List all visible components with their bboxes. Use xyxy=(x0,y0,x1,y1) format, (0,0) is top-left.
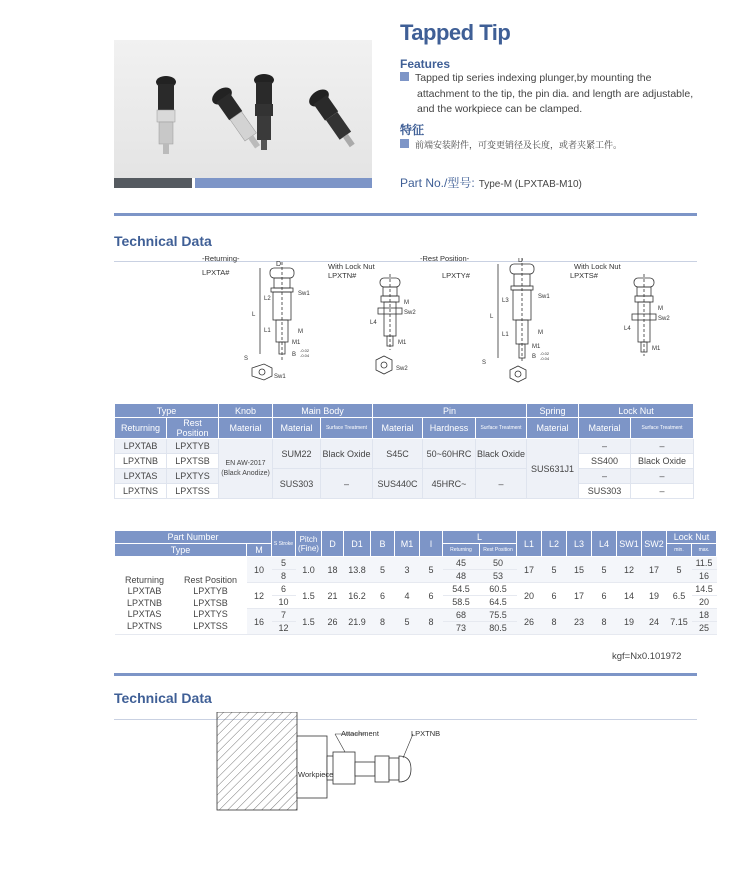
application-drawing xyxy=(215,712,475,812)
divider xyxy=(114,213,697,216)
part-number: Part No./型号: Type-M (LPXTAB-M10) xyxy=(400,176,582,190)
svg-text:L: L xyxy=(252,312,256,318)
label-attachment: Attachment xyxy=(341,729,379,738)
photo-bar-dark xyxy=(114,178,192,188)
table-row: LPXTNB LPXTSB SS400 Black Oxide xyxy=(115,454,694,469)
svg-text:L2: L2 xyxy=(264,296,271,302)
svg-text:-0.02: -0.02 xyxy=(300,348,310,353)
material-table xyxy=(114,403,694,499)
svg-text:Sw2: Sw2 xyxy=(396,366,408,372)
sub-header: Material xyxy=(273,418,321,439)
drawing-lpxtn xyxy=(350,274,430,384)
header-part-number: Part Number xyxy=(115,531,272,544)
plunger-photo-3 xyxy=(254,74,274,150)
svg-text:M: M xyxy=(658,306,663,312)
header-spring: Spring xyxy=(527,404,579,418)
svg-text:M: M xyxy=(538,330,543,336)
dimension-table xyxy=(114,530,717,635)
svg-text:S: S xyxy=(482,360,487,366)
svg-text:Sw2: Sw2 xyxy=(404,310,416,316)
svg-text:L: L xyxy=(490,314,494,320)
table-row: 16 7 1.5 26 21.9 8 5 8 68 75.5 26 8 23 8 19 24 7.15 18 xyxy=(115,609,717,622)
header-knob: Knob xyxy=(219,404,273,418)
header-l3: L3 xyxy=(567,531,592,557)
header-lock-nut: Lock Nut xyxy=(667,531,717,544)
svg-text:L3: L3 xyxy=(502,298,509,304)
sub-header: Surface Treatment xyxy=(631,418,694,439)
header-m: M xyxy=(247,544,272,557)
sub-header: Returning xyxy=(115,418,167,439)
drawing-lpxty xyxy=(470,258,560,388)
header-l2: L2 xyxy=(542,531,567,557)
svg-text:-0.02: -0.02 xyxy=(540,351,550,356)
header-m1: M1 xyxy=(395,531,420,557)
svg-text:L4: L4 xyxy=(624,326,631,332)
table-row: LPXTAS LPXTYS SUS303 – SUS440C 45HRC~ – – – xyxy=(115,469,694,484)
sub-header: Material xyxy=(527,418,579,439)
sub-header: Material xyxy=(373,418,423,439)
header-d1: D1 xyxy=(344,531,371,557)
table-row: 12 73 80.5 25 xyxy=(115,622,717,635)
sub-header: Material xyxy=(219,418,273,439)
cn-features-text: 前端安装附件，可变更销径及长度，或者夹紧工件。 xyxy=(400,138,622,151)
header-s-stroke: S Stroke xyxy=(272,531,296,557)
plunger-photo-1 xyxy=(156,76,176,154)
svg-text:L1: L1 xyxy=(264,328,271,334)
bullet-square-icon xyxy=(400,72,409,81)
header-rest-position: Rest Position xyxy=(480,544,517,557)
svg-text:Sw2: Sw2 xyxy=(658,316,670,322)
header-lock-nut: Lock Nut xyxy=(579,404,694,418)
header-type: Type xyxy=(115,404,219,418)
features-heading: Features xyxy=(400,57,451,71)
drawing-lpxta xyxy=(240,260,320,390)
header-b: B xyxy=(371,531,395,557)
page-title: Tapped Tip xyxy=(400,20,511,45)
section-title-technical-data: Technical Data xyxy=(114,233,212,249)
svg-text:Sw1: Sw1 xyxy=(274,374,286,380)
svg-text:L1: L1 xyxy=(502,332,509,338)
header-sw1: SW1 xyxy=(617,531,642,557)
svg-text:M1: M1 xyxy=(532,344,541,350)
drawing-lpxts xyxy=(604,274,684,364)
svg-text:M: M xyxy=(298,329,303,335)
header-sw2: SW2 xyxy=(642,531,667,557)
table-row: Returning LPXTAB LPXTNB LPXTAS LPXTNS Rest Position LPXTYB LPXTSB LPXTYS LPXTSS 10 5 1.0 18 13.8 5 3 5 45 50 17 5 15 5 12 17 5 11.5 xyxy=(115,557,717,570)
label-workpiece: Workpiece xyxy=(298,770,334,779)
svg-text:M1: M1 xyxy=(292,340,301,346)
svg-text:Sw1: Sw1 xyxy=(538,294,550,300)
table-row: LPXTNS LPXTSS SUS303 – xyxy=(115,484,694,499)
header-l1: L1 xyxy=(517,531,542,557)
svg-text:D: D xyxy=(276,261,282,268)
sub-header: Rest Position xyxy=(167,418,219,439)
header-L: L xyxy=(443,531,517,544)
svg-text:M1: M1 xyxy=(652,346,661,352)
header-main-body: Main Body xyxy=(273,404,373,418)
svg-text:Sw1: Sw1 xyxy=(298,291,310,297)
section-title-technical-data-2: Technical Data xyxy=(114,690,212,706)
table-row: 12 6 1.5 21 16.2 6 4 6 54.5 60.5 20 6 17 6 14 19 6.5 14.5 xyxy=(115,583,717,596)
header-d: D xyxy=(322,531,344,557)
sub-header: Material xyxy=(579,418,631,439)
svg-text:D: D xyxy=(518,258,524,264)
svg-text:L4: L4 xyxy=(370,320,377,326)
svg-text:-0.04: -0.04 xyxy=(300,353,310,358)
sub-header: Hardness xyxy=(423,418,476,439)
table-row: 10 58.5 64.5 20 xyxy=(115,596,717,609)
svg-text:M1: M1 xyxy=(398,340,407,346)
svg-text:B: B xyxy=(532,354,537,360)
plunger-photo-4 xyxy=(306,86,361,152)
header-max: max. xyxy=(692,544,717,557)
table-row: 8 48 53 16 xyxy=(115,570,717,583)
features-text: Tapped tip series indexing plunger,by mounting the attachment to the tip, the pin dia. and length are adjustable, and the workpiece can be clamped. xyxy=(400,71,700,118)
header-l-small: l xyxy=(420,531,443,557)
header-returning: Returning xyxy=(443,544,480,557)
product-photo xyxy=(114,40,372,178)
cn-features-heading: 特征 xyxy=(400,123,425,137)
conversion-note: kgf=Nx0.101972 xyxy=(612,651,682,662)
photo-bar-blue xyxy=(195,178,372,188)
header-l4: L4 xyxy=(592,531,617,557)
bullet-square-icon xyxy=(400,139,409,148)
label-lpxtnb: LPXTNB xyxy=(411,729,441,738)
sub-header: Surface Treatment xyxy=(476,418,527,439)
application-illustration xyxy=(215,712,475,812)
divider xyxy=(114,673,697,676)
svg-text:-0.04: -0.04 xyxy=(540,356,550,361)
header-pitch: Pitch (Fine) xyxy=(296,531,322,557)
table-row: LPXTAB LPXTYB EN AW-2017 (Black Anodize) SUM22 Black Oxide S45C 50~60HRC Black Oxide SUS631J1 – – xyxy=(115,439,694,454)
svg-text:M: M xyxy=(404,300,409,306)
header-pin: Pin xyxy=(373,404,527,418)
header-type: Type xyxy=(115,544,247,557)
svg-text:S: S xyxy=(244,356,249,362)
technical-drawings: -Returning- LPXTA# With Lock Nut LPXTN# -Rest Position- LPXTY# With Lock Nut LPXTS# D Sw1 M M1 B -0.02 -0.04 L L2 L1 S Sw1 M Sw2 L4 M1 Sw2 D Sw1 M M1 B -0.02 -0.04 L L3 L1 S M Sw2 L4 M1 xyxy=(180,252,700,392)
plunger-photo-illustration xyxy=(114,40,372,178)
svg-text:B: B xyxy=(292,352,297,358)
sub-header: Surface Treatment xyxy=(321,418,373,439)
header-min: min. xyxy=(667,544,692,557)
